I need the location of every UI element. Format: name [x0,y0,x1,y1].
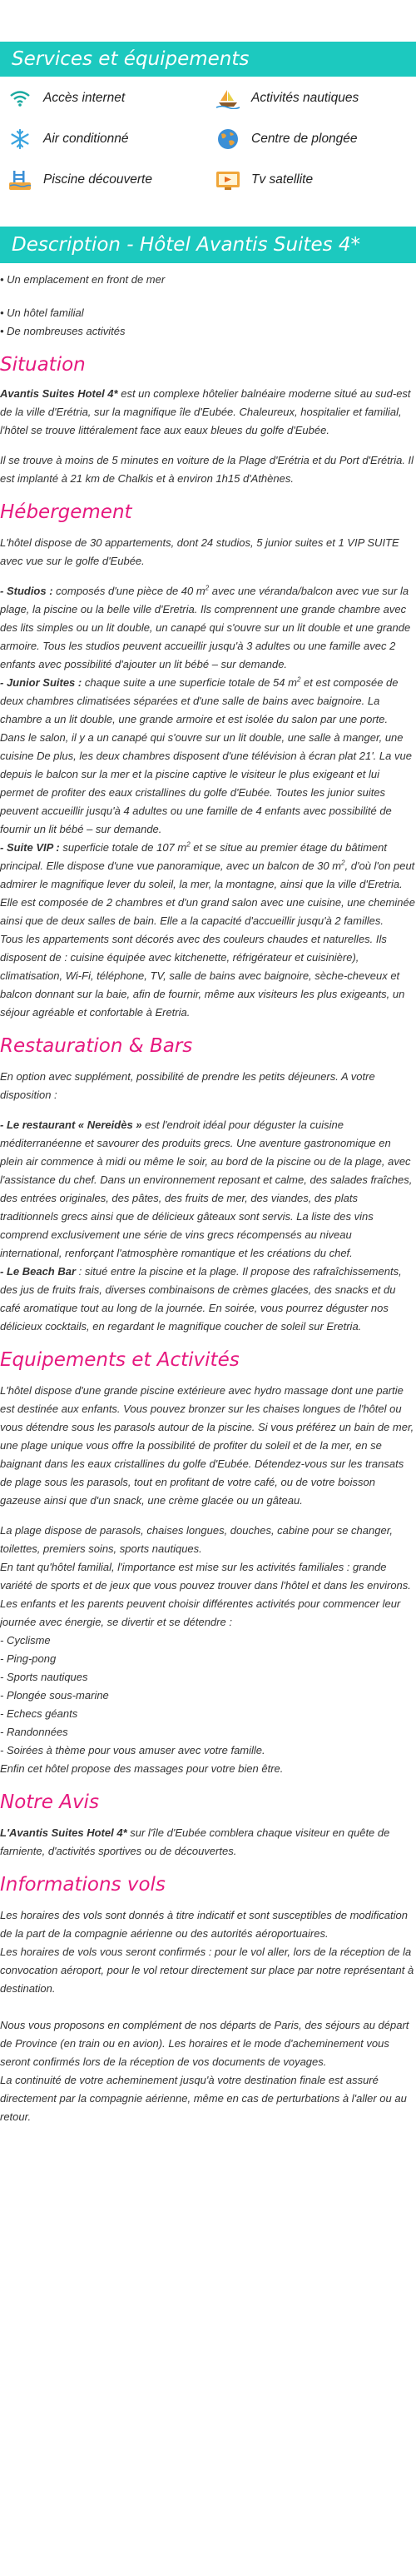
restaurant-paragraph [0,1116,416,1263]
activity-line: - Ping-pong [0,1652,57,1665]
activity-line: - Echecs géants [0,1707,78,1720]
feature-bullet: • Un hôtel familial [0,306,84,319]
superscript: 2 [186,840,191,849]
junior-text: chaque suite a une superficie totale de 54 m [82,676,297,689]
activity-line: La plage dispose de parasols, chaises longues, douches, cabine pour se changer, toilettes, premiers soins, sports nautiques. [0,1524,393,1555]
service-item [215,83,359,113]
description-header: Description - Hôtel Avantis Suites 4* [0,227,416,263]
superscript: 2 [205,584,210,592]
hotel-name: Avantis Suites Hotel 4* [0,387,118,400]
avis-paragraph [0,1824,416,1861]
service-item [7,83,125,113]
vip-label: - Suite VIP : [0,841,60,854]
studios-text: avec une véranda/balcon avec vue sur la plage, la piscine ou la belle ville d'Eretria. Ils comprennent une grande chambre avec des lits simples ou un lit double, un canapé qui s'ouvre sur un lit double et une grande armoire. Tous les studios peuvent accueillir jusqu'à 3 adultes ou une famille avec 2 enfants avec possibilité d'ajouter un lit bébé – sur demande. [0,585,411,670]
avis-hotel-name: L'Avantis Suites Hotel 4* [0,1826,127,1839]
service-label: Piscine découverte [43,172,152,187]
junior-label: - Junior Suites : [0,676,82,689]
activities-list [0,1522,416,1778]
superscript: 2 [341,859,345,867]
section-title-hebergement: Hébergement [0,501,132,523]
wifi-icon [7,86,33,111]
equipements-paragraph: L'hôtel dispose d'une grande piscine extérieure avec hydro massage dont une partie est destinée aux enfants. Vous pouvez bronzer sur les chaises longues de l'hôtel ou vous détendre sous les parasols autour de la piscine. Si vous préférez un bain de mer, une plage unique vous offre la possibilité de profiter du soleil et de la mer, en se baignant dans les eaux cristallines du golfe d'Eubée. Détendez-vous sur les transats de plage sous les parasols, tout en profitant de votre café, ou de votre boisson gazeuse ainsi que d'un snack, une crème glacée ou un gâteau. [0,1384,414,1507]
activity-line: - Plongée sous-marine [0,1689,109,1702]
section-title-avis: Notre Avis [0,1791,99,1813]
situation-text: est un complexe hôtelier balnéaire moderne situé au sud-est de la ville d'Erétria, sur la magnifique île d'Eubée. Chaleureux, hospitalier et familial, l'hôtel se trouve littéralement face aux eaux bleues du golfe d'Eubée. [0,387,411,436]
activity-line: - Cyclisme [0,1634,51,1647]
restaurant-label: - Le restaurant « Nereidès » [0,1119,142,1131]
vip-text: superficie totale de 107 m [59,841,187,854]
situation-paragraph: Il se trouve à moins de 5 minutes en voiture de la Plage d'Erétria et du Port d'Erétria. Il est implanté à 21 km de Chalkis et à environ 1h15 d'Athènes. [0,454,414,485]
decor-paragraph: Tous les appartements sont décorés avec des couleurs chaudes et naturelles. Ils disposent de : cuisine équipée avec kitchenette, réfrigérateur et cuisinière), climatisation, Wi-Fi, téléphone, TV, salle de bains avec baignoire, sèche-cheveux et balcon donnant sur la baie, afin de fournir, même aux visiteurs les plus exigeants, un séjour agréable et confortable à Eretria. [0,933,405,1019]
vip-text: , d'où l'on peut admirer le magnifique lever du soleil, la mer, la montagne, ainsi que la ville d'Eretria. Elle est composée de 2 chambres et d'un grand salon avec une cuisine, une cheminée ainsi que de deux salles de bain. Elle a la capacité d'accueillir jusqu'à 2 familles. [0,859,415,927]
infos-paragraph: La continuité de votre acheminement jusqu'à votre destination finale est assuré directement par la compagnie aérienne, même en cas de perturbations à l'aller ou au retour. [0,2074,407,2123]
service-item [215,165,313,195]
section-title-situation: Situation [0,354,86,376]
restauration-intro: En option avec supplément, possibilité de prendre les petits déjeuners. A votre disposition : [0,1070,375,1101]
section-title-infos: Informations vols [0,1874,166,1896]
infos-paragraph: Les horaires des vols sont donnés à titre indicatif et sont susceptibles de modification de la part de la compagnie aérienne ou des autorités aéroportuaires. [0,1909,408,1940]
infos-paragraph: Nous vous proposons en complément de nos départs de Paris, des séjours au départ de Province (en train ou en avion). Les horaires et le mode d'acheminement vous seront confirmés lors de la réception de vos documents de voyages. [0,2019,409,2068]
junior-paragraph [0,674,416,839]
vip-text: et se situe au premier étage du bâtiment principal. Elle dispose d'une vue panoramique, avec un balcon de 30 m [0,841,387,872]
services-grid [0,77,416,227]
tv-icon [215,167,241,192]
service-item [7,124,129,154]
service-item [7,165,152,195]
beach-bar-label: - Le Beach Bar [0,1265,77,1278]
junior-text: et est composée de deux chambres climatisées séparées et d'une salle de bains avec baignoire. La chambre a un lit double, une grande armoire et est isolée du salon par une porte. Dans le salon, il y a un canapé qui s'ouvre sur un lit double, une salle à manger, une cuisine De plus, les deux chambres disposent d'une télévision à écran plat 21'. La vue depuis le balcon sur la mer et la piscine captive le visiteur le plus exigeant et lui permet de profiter des eaux cristallines du golfe d'Eubée. Toutes les junior suites peuvent accueillir jusqu'à 4 adultes ou une famille de 4 enfants avec possibilité de fournir un lit bébé – sur demande. [0,676,412,835]
infos-paragraph: Les horaires de vols vous seront confirmés : pour le vol aller, lors de la réception de la convocation aéroport, pour le vol retour directement sur place par notre représentant à destination. [0,1946,414,1995]
service-label: Tv satellite [251,172,314,187]
service-label: Centre de plongée [251,132,358,146]
services-header: Services et équipements [0,42,416,77]
feature-bullet: • De nombreuses activités [0,325,126,337]
avis-text: sur l'île d'Eubée comblera chaque visiteur en quête de farniente, d'activités sportives ou de découvertes. [0,1826,390,1857]
feature-bullet: • Un emplacement en front de mer [0,273,166,286]
service-label: Activités nautiques [251,91,359,105]
superscript: 2 [296,675,301,684]
service-label: Accès internet [43,91,126,105]
activity-line: - Sports nautiques [0,1671,88,1683]
beach-bar-paragraph [0,1263,416,1336]
boat-icon [215,86,241,111]
page [0,42,416,2126]
vip-paragraph [0,839,416,930]
studios-paragraph [0,582,416,674]
studios-text: composés d'une pièce de 40 m [52,585,206,597]
activity-line: - Soirées à thème pour vous amuser avec votre famille. [0,1744,265,1756]
globe-icon [215,127,241,152]
hebergement-intro: L'hôtel dispose de 30 appartements, dont 24 studios, 5 junior suites et 1 VIP SUITE avec vue sur le golfe d'Eubée. [0,536,399,567]
activity-line: - Randonnées [0,1726,68,1738]
description-content [0,263,416,2126]
section-title-restauration: Restauration & Bars [0,1035,193,1057]
restaurant-text: est l'endroit idéal pour déguster la cuisine méditerranéenne et savourer des produits grecs. Une aventure gastronomique en plein air commence à midi ou même le soir, au bord de la piscine ou de la plage, avec l'assistance du chef. Dans un environnement reposant et calme, des salades fraîches, des entrées originales, des pâtes, des fruits de mer, des viandes, des plats traditionnels grecs ainsi que de délicieux gâteaux sont servis. La liste des vins comprend exclusivement une série de vins grecs récompensés au niveau international, renforçant l'atmosphère romantique et les créations du chef. [0,1119,413,1259]
section-title-equipements: Equipements et Activités [0,1349,240,1371]
snowflake-icon [7,127,33,152]
studios-label: - Studios : [0,585,53,597]
service-label: Air conditionné [43,132,129,146]
pool-icon [7,167,33,192]
activity-line: En tant qu'hôtel familial, l'importance est mise sur les activités familiales : grande variété de sports et de jeux que vous pouvez trouver dans l'hôtel et dans les environs. Les enfants et les parents peuvent choisir différentes activités pour commencer leur journée avec énergie, se divertir et se détendre : [0,1561,411,1628]
beach-bar-text: : situé entre la piscine et la plage. Il propose des rafraîchissements, des jus de fruits frais, diverses combinaisons de crèmes glacées, des snacks et du café aromatique tout au long de la journée. En soirée, vous pourrez déguster nos délicieux cocktails, en regardant le magnifique coucher de soleil sur Eretria. [0,1265,402,1333]
activity-line: Enfin cet hôtel propose des massages pour votre bien être. [0,1762,284,1775]
service-item [215,124,358,154]
situation-paragraph [0,385,416,440]
